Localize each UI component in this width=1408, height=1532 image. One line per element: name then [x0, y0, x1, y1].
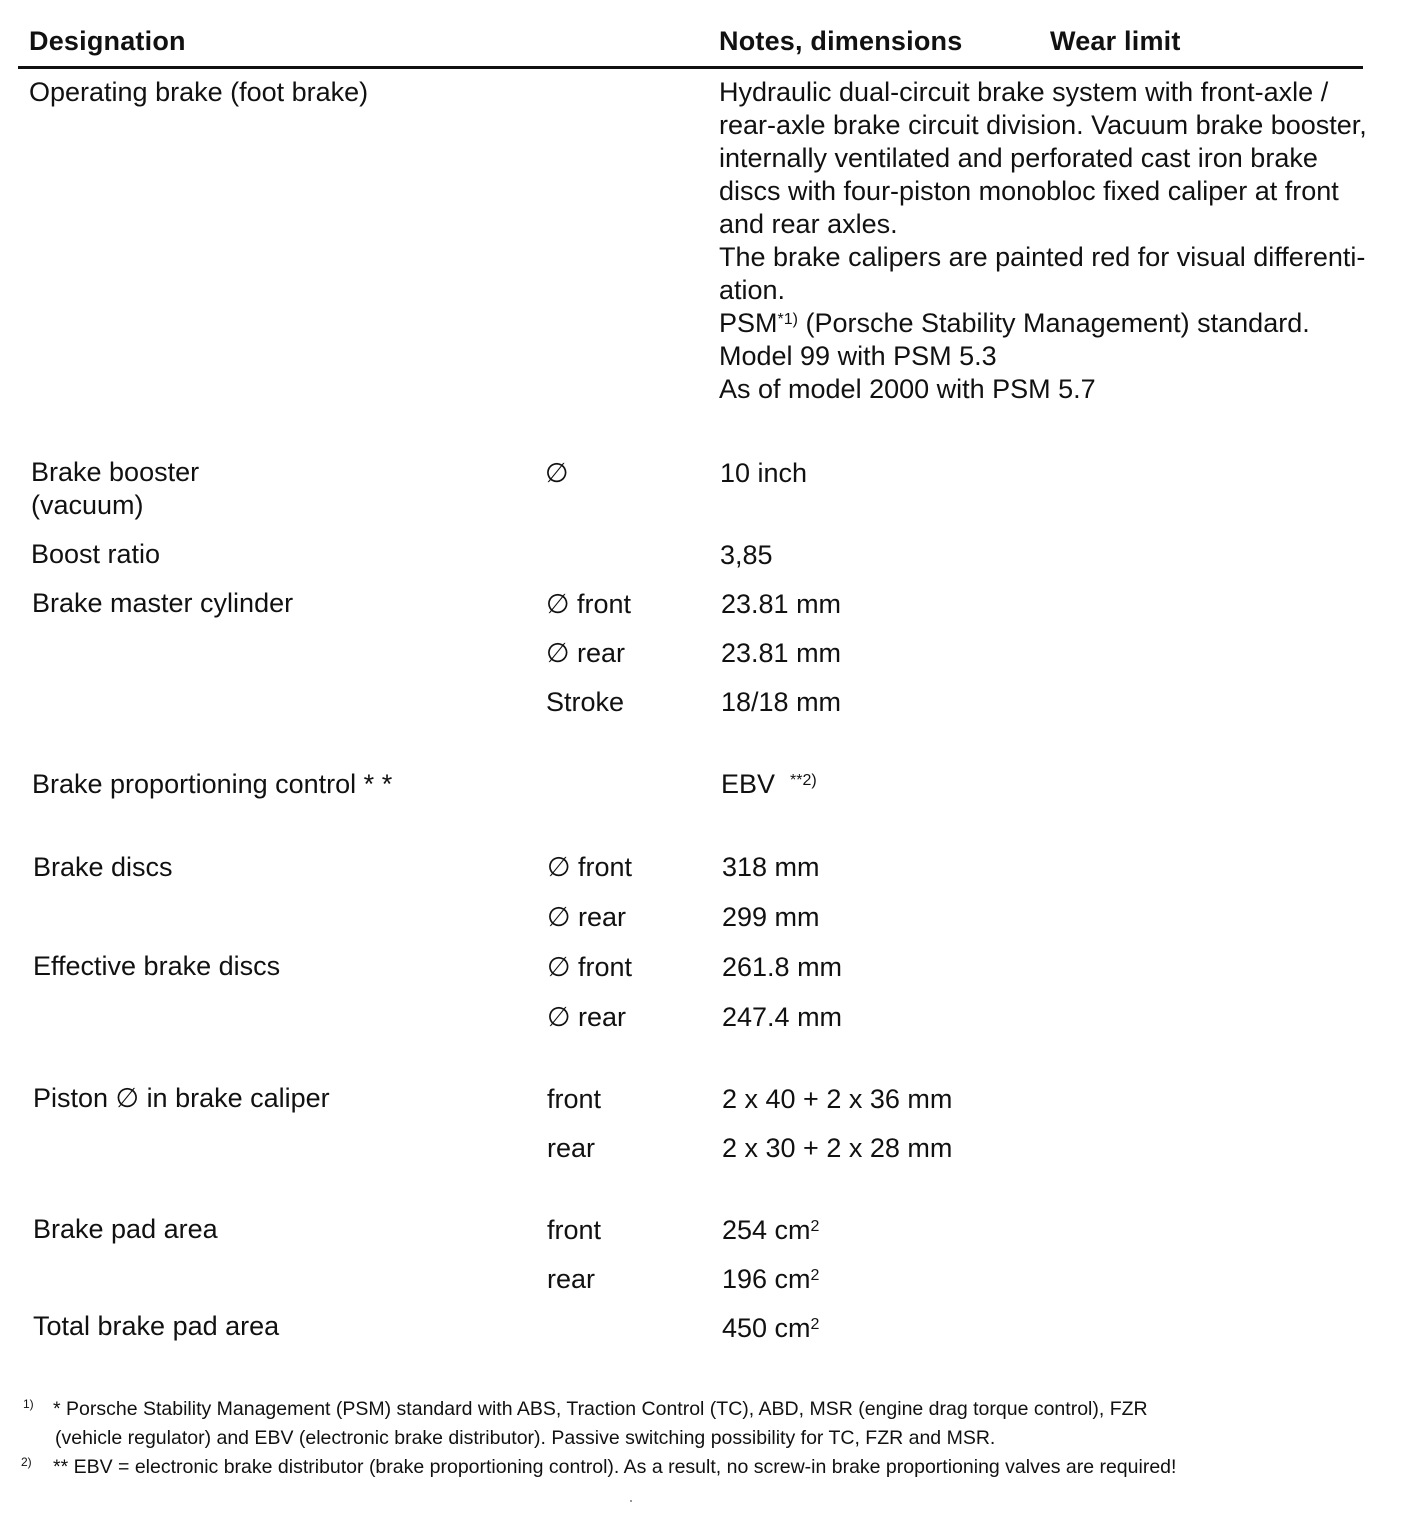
operating-brake-notes	[719, 76, 1369, 406]
psm-suffix: (Porsche Stability Management) standard.	[797, 308, 1310, 338]
effective-front-value: 261.8 mm	[722, 952, 843, 982]
footnote-1-mark: 1)	[23, 1397, 34, 1411]
notes-line: The brake calipers are painted red for visual differenti-	[719, 242, 1366, 272]
psm-footnote-ref: *1)	[777, 311, 798, 328]
pad-front-number: 254 cm	[722, 1215, 811, 1245]
unit-exponent: 2	[810, 1316, 820, 1333]
effective-discs-label: Effective brake discs	[33, 951, 281, 981]
booster-label: Brake booster	[31, 457, 200, 487]
notes-line: internally ventilated and perforated cast iron brake	[719, 143, 1318, 173]
unit-exponent: 2	[810, 1267, 820, 1284]
footnote-1-line-2: (vehicle regulator) and EBV (electronic brake distributor). Passive switching possibility for TC, FZR and MSR.	[55, 1427, 996, 1449]
psm-prefix: PSM	[719, 308, 778, 338]
proportioning-text: EBV	[721, 769, 776, 799]
notes-line: and rear axles.	[719, 209, 898, 239]
total-pad-area-label: Total brake pad area	[33, 1311, 280, 1341]
piston-rear-spec: rear	[547, 1133, 596, 1163]
total-pad-area-value	[722, 1312, 819, 1345]
master-front-spec: ∅ front	[546, 589, 632, 619]
header-wear-limit: Wear limit	[1050, 26, 1181, 56]
total-number: 450 cm	[722, 1313, 811, 1343]
pad-front-value	[722, 1214, 819, 1247]
notes-line: Hydraulic dual-circuit brake system with front-axle /	[719, 77, 1329, 107]
master-rear-spec: ∅ rear	[546, 638, 626, 668]
master-front-value: 23.81 mm	[721, 589, 842, 619]
effective-rear-value: 247.4 mm	[722, 1002, 843, 1032]
footnote-2-mark: 2)	[21, 1455, 32, 1469]
discs-label: Brake discs	[33, 852, 173, 882]
unit-exponent: 2	[810, 1218, 820, 1235]
discs-front-spec: ∅ front	[547, 852, 633, 882]
proportioning-footnote-ref: **2)	[790, 772, 817, 789]
psm-line	[719, 307, 1369, 340]
pad-area-label: Brake pad area	[33, 1214, 218, 1244]
discs-front-value: 318 mm	[722, 852, 820, 882]
effective-front-spec: ∅ front	[547, 952, 633, 982]
piston-front-spec: front	[547, 1084, 602, 1114]
boost-ratio-label: Boost ratio	[31, 539, 161, 569]
header-designation: Designation	[29, 26, 186, 56]
proportioning-value	[721, 768, 817, 801]
master-rear-value: 23.81 mm	[721, 638, 842, 668]
discs-rear-spec: ∅ rear	[547, 902, 627, 932]
operating-brake-label: Operating brake (foot brake)	[29, 77, 369, 107]
model99-line: Model 99 with PSM 5.3	[719, 341, 997, 371]
piston-label: Piston ∅ in brake caliper	[33, 1083, 330, 1113]
notes-line: discs with four-piston monobloc fixed caliper at front	[719, 176, 1339, 206]
notes-line: rear-axle brake circuit division. Vacuum brake booster,	[719, 110, 1367, 140]
footnote-1-line-1: * Porsche Stability Management (PSM) standard with ABS, Traction Control (TC), ABD, MSR (engine drag torque control), FZR	[53, 1398, 1148, 1420]
footnote-2-line-1: ** EBV = electronic brake distributor (brake proportioning control). As a result, no screw-in brake proportioning valves are required!	[53, 1456, 1177, 1478]
pad-rear-spec: rear	[547, 1264, 596, 1294]
piston-rear-value: 2 x 30 + 2 x 28 mm	[722, 1133, 953, 1163]
piston-front-value: 2 x 40 + 2 x 36 mm	[722, 1084, 953, 1114]
model2000-line: As of model 2000 with PSM 5.7	[719, 374, 1096, 404]
master-stroke-value: 18/18 mm	[721, 687, 842, 717]
proportioning-label: Brake proportioning control * *	[32, 769, 393, 799]
discs-rear-value: 299 mm	[722, 902, 820, 932]
boost-ratio-value: 3,85	[720, 540, 773, 570]
pad-rear-number: 196 cm	[722, 1264, 811, 1294]
booster-value: 10 inch	[720, 458, 808, 488]
header-notes: Notes, dimensions	[719, 26, 963, 56]
pad-front-spec: front	[547, 1215, 602, 1245]
pad-rear-value	[722, 1263, 819, 1296]
booster-label-sub: (vacuum)	[31, 490, 144, 520]
master-cylinder-label: Brake master cylinder	[32, 588, 294, 618]
effective-rear-spec: ∅ rear	[547, 1002, 627, 1032]
notes-line: ation.	[719, 275, 786, 305]
booster-spec: ∅	[545, 458, 569, 488]
header-divider	[18, 66, 1363, 69]
master-stroke-spec: Stroke	[546, 687, 625, 717]
scan-speck	[630, 1500, 632, 1502]
